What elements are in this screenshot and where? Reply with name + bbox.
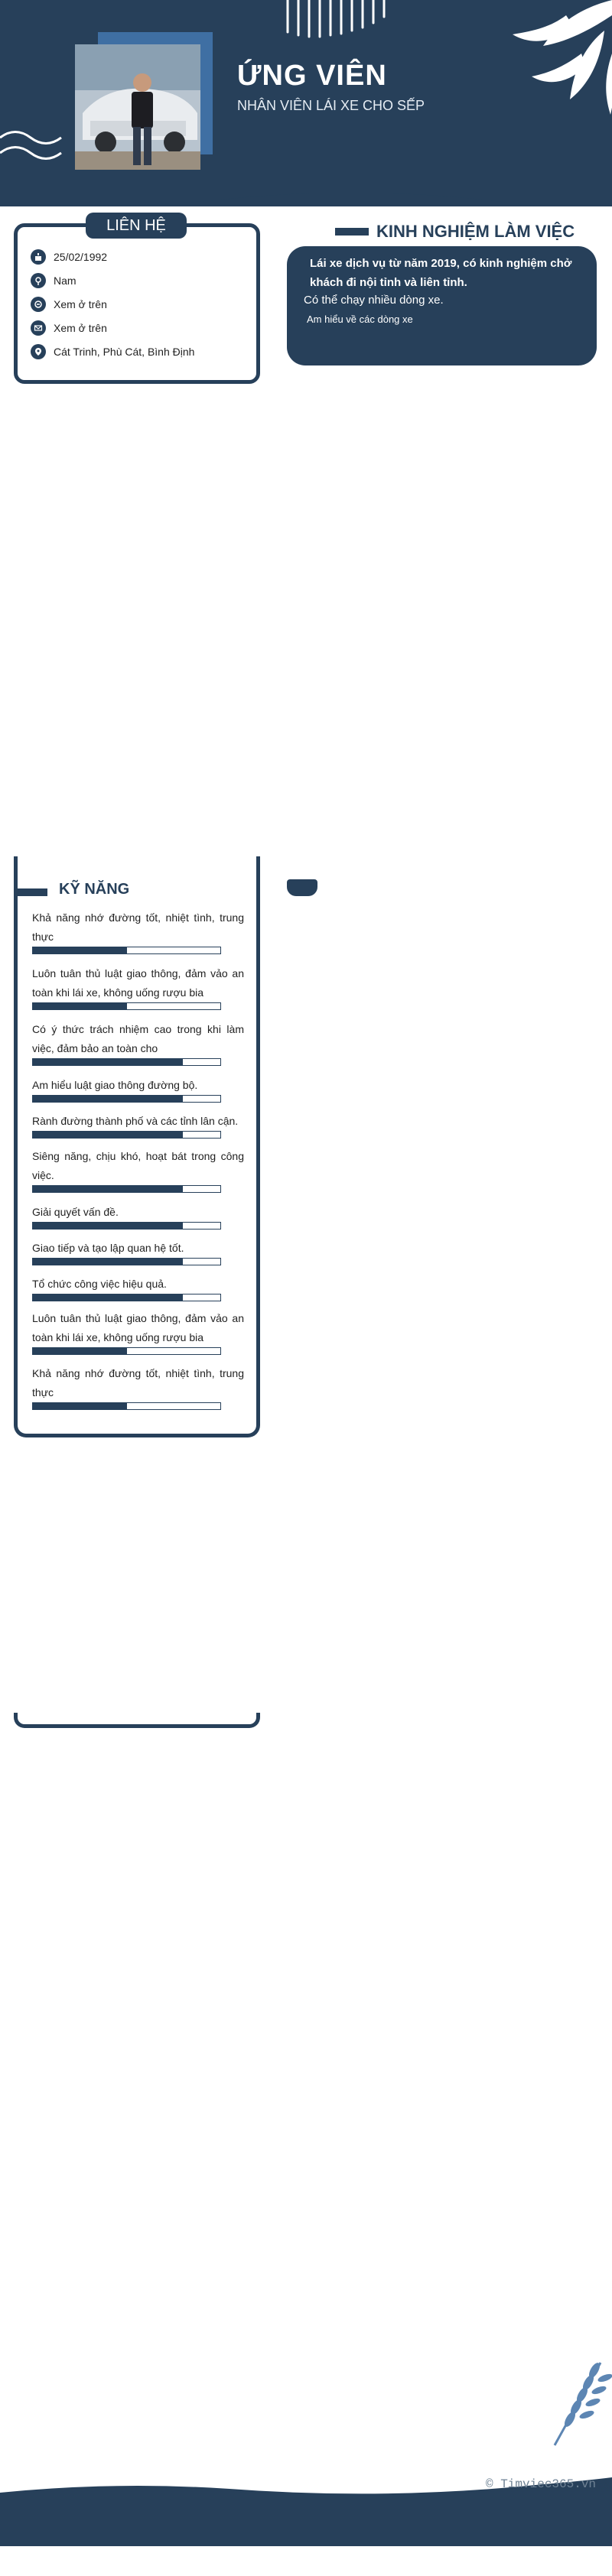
section-fragment <box>287 879 317 896</box>
leaves-decoration <box>490 0 612 122</box>
skill-bar <box>32 1294 221 1301</box>
contact-phone <box>31 297 107 312</box>
skill-fill <box>33 1096 183 1102</box>
skill-fill <box>33 1223 183 1229</box>
skill-text: Giải quyết vấn đề. <box>32 1206 119 1218</box>
skill-fill <box>33 1259 183 1265</box>
contact-email <box>31 320 107 336</box>
phone-text[interactable]: Xem ở trên <box>54 298 107 310</box>
gender-text: Nam <box>54 274 76 287</box>
skill-bar <box>32 1185 221 1193</box>
experience-summary: Lái xe dịch vụ từ năm 2019, có kinh nghiệm chở khách đi nội tỉnh và liên tỉnh. <box>310 257 572 289</box>
skill-fill <box>33 1059 183 1065</box>
location-icon <box>31 344 46 359</box>
candidate-name: ỨNG VIÊN <box>237 60 387 92</box>
skill-fill <box>33 1186 183 1192</box>
experience-detail-2: Am hiểu về các dòng xe <box>307 313 413 325</box>
skill-bar <box>32 947 221 954</box>
contact-gender <box>31 273 76 288</box>
candidate-photo <box>75 44 200 170</box>
skill-bar <box>32 1258 221 1265</box>
skill-text: Luôn tuân thủ luật giao thông, đảm vảo an toàn khi lái xe, không uống rượu bia <box>32 1312 244 1343</box>
experience-title: KINH NGHIỆM LÀM VIỆC <box>376 222 575 241</box>
contact-birthday <box>31 249 107 265</box>
wave-decoration <box>0 122 69 168</box>
birthday-icon <box>31 249 46 265</box>
location-text: Cát Trinh, Phù Cát, Bình Định <box>54 346 195 358</box>
skill-text: Rành đường thành phố và các tỉnh lân cận. <box>32 1115 239 1127</box>
skill-bar <box>32 1058 221 1066</box>
skill-text: Có ý thức trách nhiệm cao trong khi làm việc, đảm bảo an toàn cho <box>32 1023 244 1054</box>
section-bottom-fragment <box>14 1713 260 1728</box>
skill-text: Giao tiếp và tạo lập quan hệ tốt. <box>32 1242 184 1254</box>
footer <box>0 2447 612 2576</box>
skill-fill <box>33 1132 183 1138</box>
header-banner <box>0 0 612 206</box>
stripes-decoration <box>283 0 398 38</box>
skill-fill <box>33 947 127 953</box>
wheat-decoration <box>547 2355 612 2447</box>
header-curve <box>0 176 612 206</box>
skill-bar <box>32 1347 221 1355</box>
experience-box <box>287 246 597 365</box>
contact-title: LIÊN HỆ <box>86 213 187 239</box>
skill-text: Khả năng nhớ đường tốt, nhiệt tình, trung thực <box>32 911 244 943</box>
skill-bar <box>32 1131 221 1139</box>
skill-fill <box>33 1003 127 1009</box>
skill-fill <box>33 1294 183 1301</box>
experience-detail-1: Có thể chạy nhiều dòng xe. <box>304 294 444 307</box>
skill-text: Siêng năng, chịu khó, hoạt bát trong công việc. <box>32 1150 244 1181</box>
skill-fill <box>33 1348 127 1354</box>
skill-fill <box>33 1403 127 1409</box>
experience-title-bar <box>335 228 369 236</box>
email-icon <box>31 320 46 336</box>
email-text[interactable]: Xem ở trên <box>54 322 107 334</box>
job-title: NHÂN VIÊN LÁI XE CHO SẾP <box>237 98 425 113</box>
skill-text: Luôn tuân thủ luật giao thông, đảm vảo an toàn khi lái xe, không uống rượu bia <box>32 967 244 999</box>
skill-text: Khả năng nhớ đường tốt, nhiệt tình, trung thực <box>32 1367 244 1398</box>
skill-text: Tổ chức công việc hiệu quả. <box>32 1278 167 1290</box>
skill-bar <box>32 1222 221 1230</box>
gender-icon <box>31 273 46 288</box>
skill-bar <box>32 1002 221 1010</box>
phone-icon <box>31 297 46 312</box>
birthday-text: 25/02/1992 <box>54 251 108 263</box>
contact-location <box>31 344 194 359</box>
skills-title: KỸ NĂNG <box>59 881 130 898</box>
skill-bar <box>32 1402 221 1410</box>
skills-title-bar <box>14 888 47 896</box>
skill-text: Am hiểu luật giao thông đường bộ. <box>32 1079 198 1091</box>
skill-bar <box>32 1095 221 1103</box>
watermark: © Timviec365.vn <box>486 2477 597 2491</box>
